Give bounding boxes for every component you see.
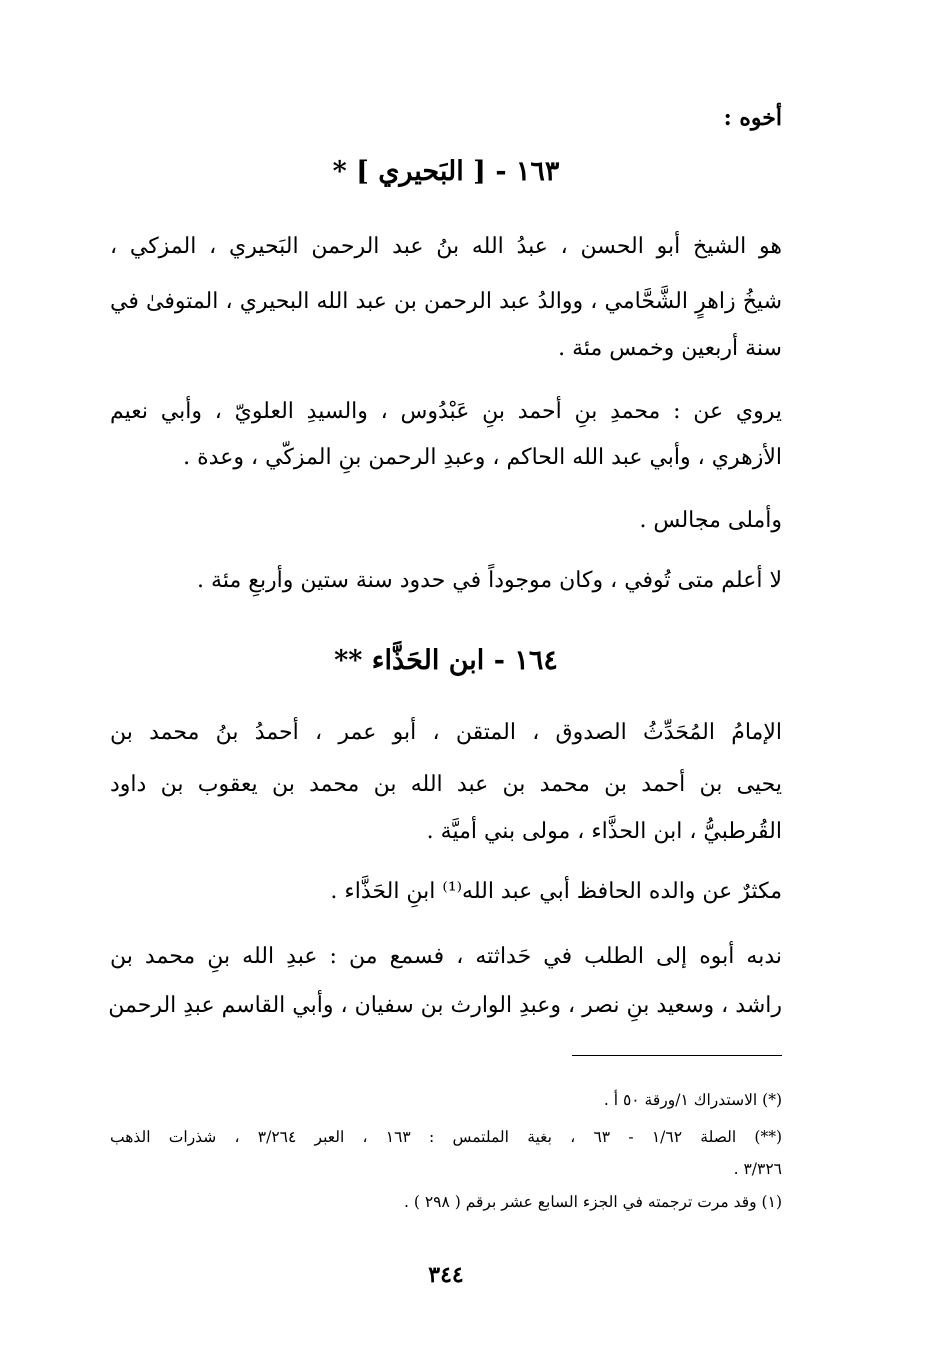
book-page: [110, 0, 782, 1372]
body-line: الأزهري ، وأبي عبد الله الحاكم ، وعبدِ الرحمن بنِ المزكّي ، وعدة .: [183, 445, 782, 470]
body-line: مكثرٌ عن والده الحافظ أبي عبد الله⁽¹⁾ ابنِ الحَذَّاء .: [330, 879, 782, 904]
body-line: لا أعلم متى تُوفي ، وكان موجوداً في حدود سنة ستين وأربعِ مئة .: [197, 568, 782, 593]
body-line: شيخُ زاهرٍ الشَّحَّامي ، ووالدُ عبد الرحمن بن عبد الله البحيري ، المتوفىٰ في: [110, 289, 782, 314]
entry-heading-164: ١٦٤ - ابن الحَذَّاء **: [334, 645, 558, 676]
body-line: راشد ، وسعيد بنِ نصر ، وعبدِ الوارث بن سفيان ، وأبي القاسم عبدِ الرحمن: [108, 993, 782, 1018]
footnote-divider: [572, 1055, 782, 1056]
body-line: يروي عن : محمدِ بنِ أحمد بنِ عَبْدُوس ، والسيدِ العلويّ ، وأبي نعيم: [110, 399, 782, 424]
body-line: القُرطبيُّ ، ابن الحذَّاء ، مولى بني أميَّة .: [426, 819, 782, 844]
body-line: يحيى بن أحمد بن محمد بن عبد الله بن محمد بن يعقوب بن داود: [110, 772, 782, 797]
body-line: ندبه أبوه إلى الطلب في حَداثته ، فسمع من : عبدِ الله بنِ محمد بن: [110, 944, 782, 969]
footnote: (١) وقد مرت ترجمته في الجزء السابع عشر برقم ( ٢٩٨ ) .: [403, 1193, 782, 1211]
entry-heading-163: ١٦٣ - [ البَحيري ] *: [332, 156, 560, 187]
body-line: سنة أربعين وخمس مئة .: [558, 336, 782, 361]
intro-line: أخوه :: [723, 105, 782, 131]
footnote: ٣/٣٢٦ .: [733, 1160, 782, 1178]
body-line: هو الشيخ أبو الحسن ، عبدُ الله بنُ عبد الرحمن البَحيري ، المزكي ،: [110, 234, 782, 259]
body-line: وأملى مجالس .: [639, 508, 782, 533]
body-line: الإمامُ المُحَدِّثُ الصدوق ، المتقن ، أبو عمر ، أحمدُ بنُ محمد بن: [110, 720, 782, 745]
footnote: (*) الاستدراك ١/ورقة ٥٠ أ .: [603, 1091, 782, 1109]
page-number: ٣٤٤: [428, 1262, 464, 1288]
footnote: (**) الصلة ١/٦٢ - ٦٣ ، بغية الملتمس : ١٦٣ ، العبر ٣/٢٦٤ ، شذرات الذهب: [110, 1128, 783, 1146]
